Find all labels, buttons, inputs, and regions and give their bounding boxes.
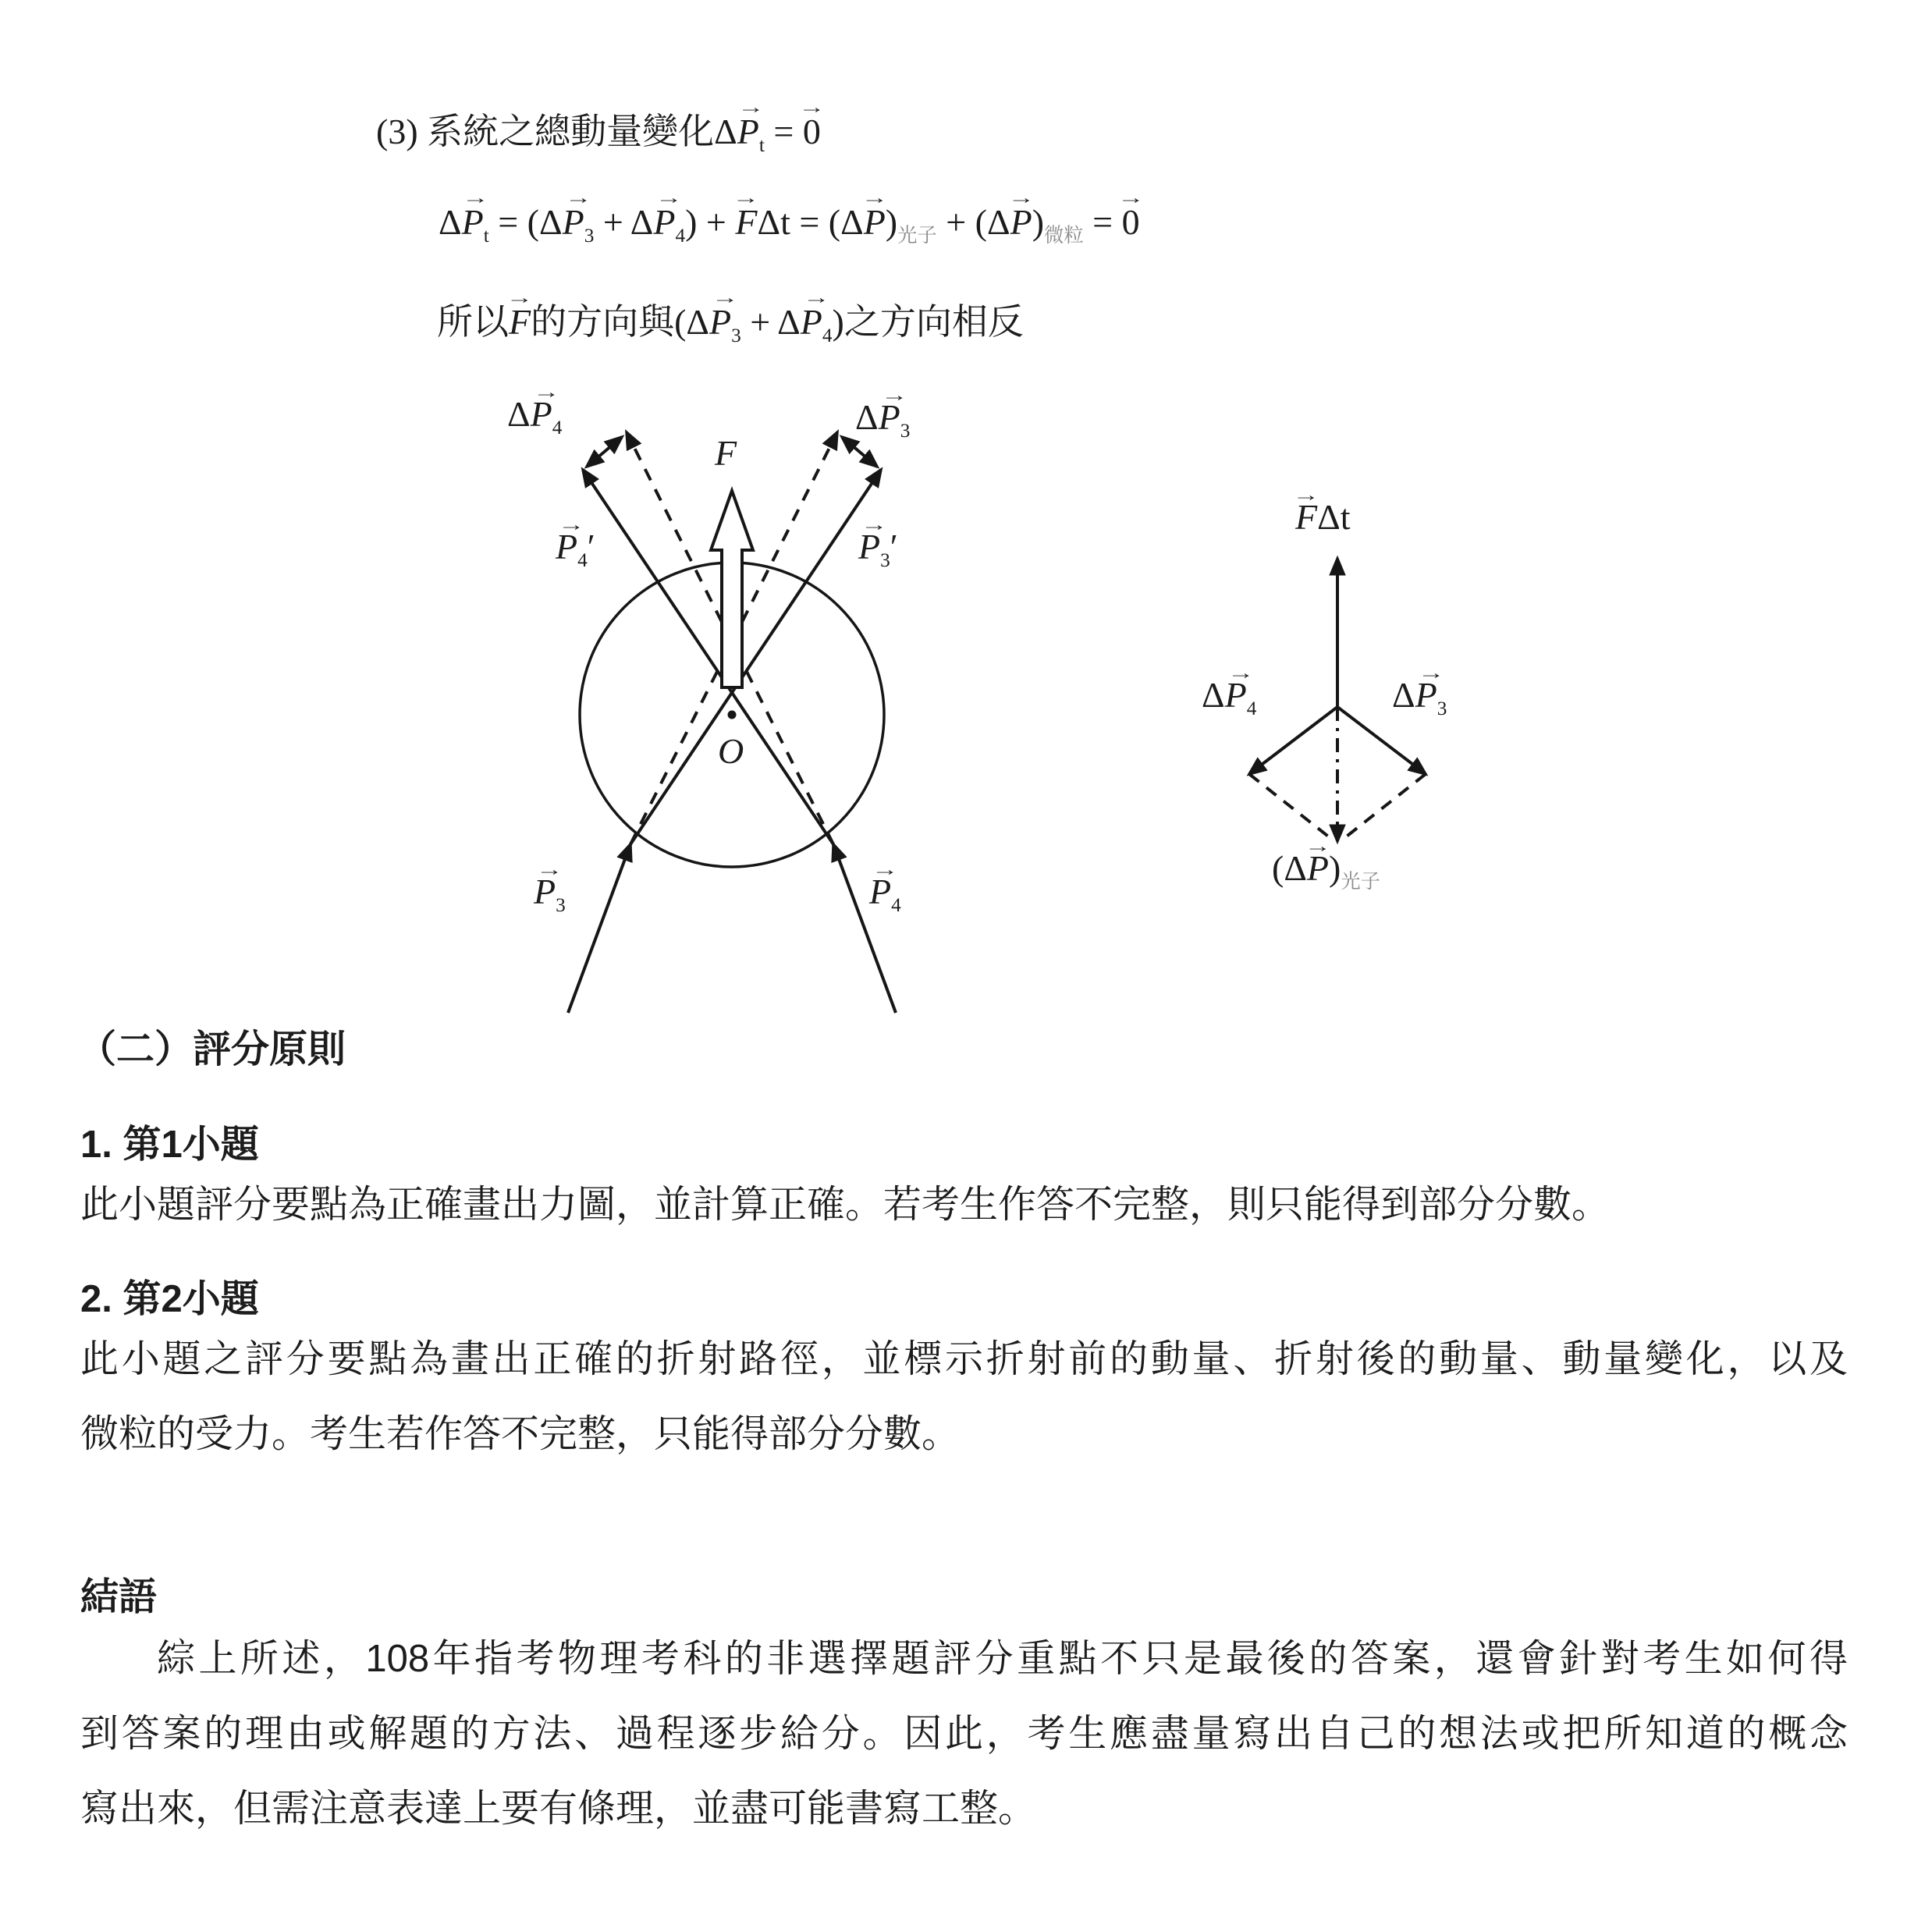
item2-line-1: 此小題之評分要點為畫出正確的折射路徑，並標示折射前的動量、折射後的動量、動量變化，以及: [80, 1338, 1848, 1380]
formula-direction-statement: 所以F →的方向與($\Delta P_3$ → + $\Delta P_4$ →)之方向相反: [437, 300, 1024, 345]
p4-prime-refracted-arrow: [583, 470, 833, 844]
circle-center-dot: [728, 711, 737, 719]
grading-principles-heading: （二）評分原則: [78, 1028, 346, 1071]
conclusion-line-1: 綜上所述，108年指考物理考科的非選擇題評分重點不只是最後的答案，還會針對考生如何得: [157, 1638, 1848, 1680]
conclusion-heading: 結語: [80, 1576, 158, 1618]
label-p4: $P_4$ →: [869, 872, 901, 912]
item2-heading: 2. 第2小題: [80, 1278, 259, 1320]
dp4-connector-arrow: [587, 437, 622, 467]
dp4-arrow: [1249, 707, 1337, 774]
label-p3: $P_3$ →: [534, 872, 566, 912]
formula-momentum-expansion: $\Delta P_t$ → = ($\Delta P_3$ → + $\Delta P_4$ →) + $F \to\Delta t = (\Delta P \to)_{光子} + (\Delta P \to)_{微粒} = 0$ →: [439, 200, 1140, 245]
item2-line-2: 微粒的受力。考生若作答不完整，只能得部分分數。: [80, 1413, 961, 1455]
label-center-o: O: [718, 731, 744, 771]
force-arrow: [711, 491, 753, 687]
item1-heading: 1. 第1小題: [80, 1124, 259, 1166]
label-dp-photon: $(\Delta P \to)_{光子}$: [1272, 849, 1380, 889]
label-p3-prime: $P_3$ →′: [858, 527, 898, 567]
conclusion-paragraph: [80, 1621, 1848, 1846]
label-dp4: $\Delta P_4$ →: [507, 395, 562, 435]
conclusion-line-2: 到答案的理由或解題的方法、過程逐步給分。因此，考生應盡量寫出自己的想法或把所知道的概念: [80, 1713, 1848, 1755]
item1-paragraph: 此小題評分要點為正確畫出力圖，並計算正確。若考生作答不完整，則只能得到部分分數。: [80, 1184, 1611, 1226]
dp3-connector-arrow: [842, 437, 877, 467]
p3-incoming-arrow: [568, 844, 630, 1013]
item2-paragraph: [80, 1322, 1848, 1472]
formula-total-momentum: (3) 系統之總動量變化$\Delta P_t$ → = 0 →: [376, 109, 821, 154]
dp3-arrow: [1337, 707, 1426, 774]
refraction-diagram-canvas: [328, 390, 936, 1014]
label-fdt: F →Δt: [1295, 498, 1350, 538]
parallelogram-dashed-left: [1249, 774, 1334, 841]
label-dp3: $\Delta P_3$ →: [855, 398, 910, 438]
label-dp3-right: $\Delta P_3$ →: [1392, 676, 1447, 716]
label-p4-prime: $P_4$ →′: [556, 527, 595, 567]
label-dp4-right: $\Delta P_4$ →: [1202, 676, 1256, 716]
p3-prime-refracted-arrow: [630, 470, 881, 844]
label-f: F: [715, 433, 737, 473]
conclusion-line-3: 寫出來，但需注意表達上要有條理，並盡可能書寫工整。: [80, 1788, 1037, 1830]
parallelogram-dashed-right: [1341, 774, 1426, 841]
